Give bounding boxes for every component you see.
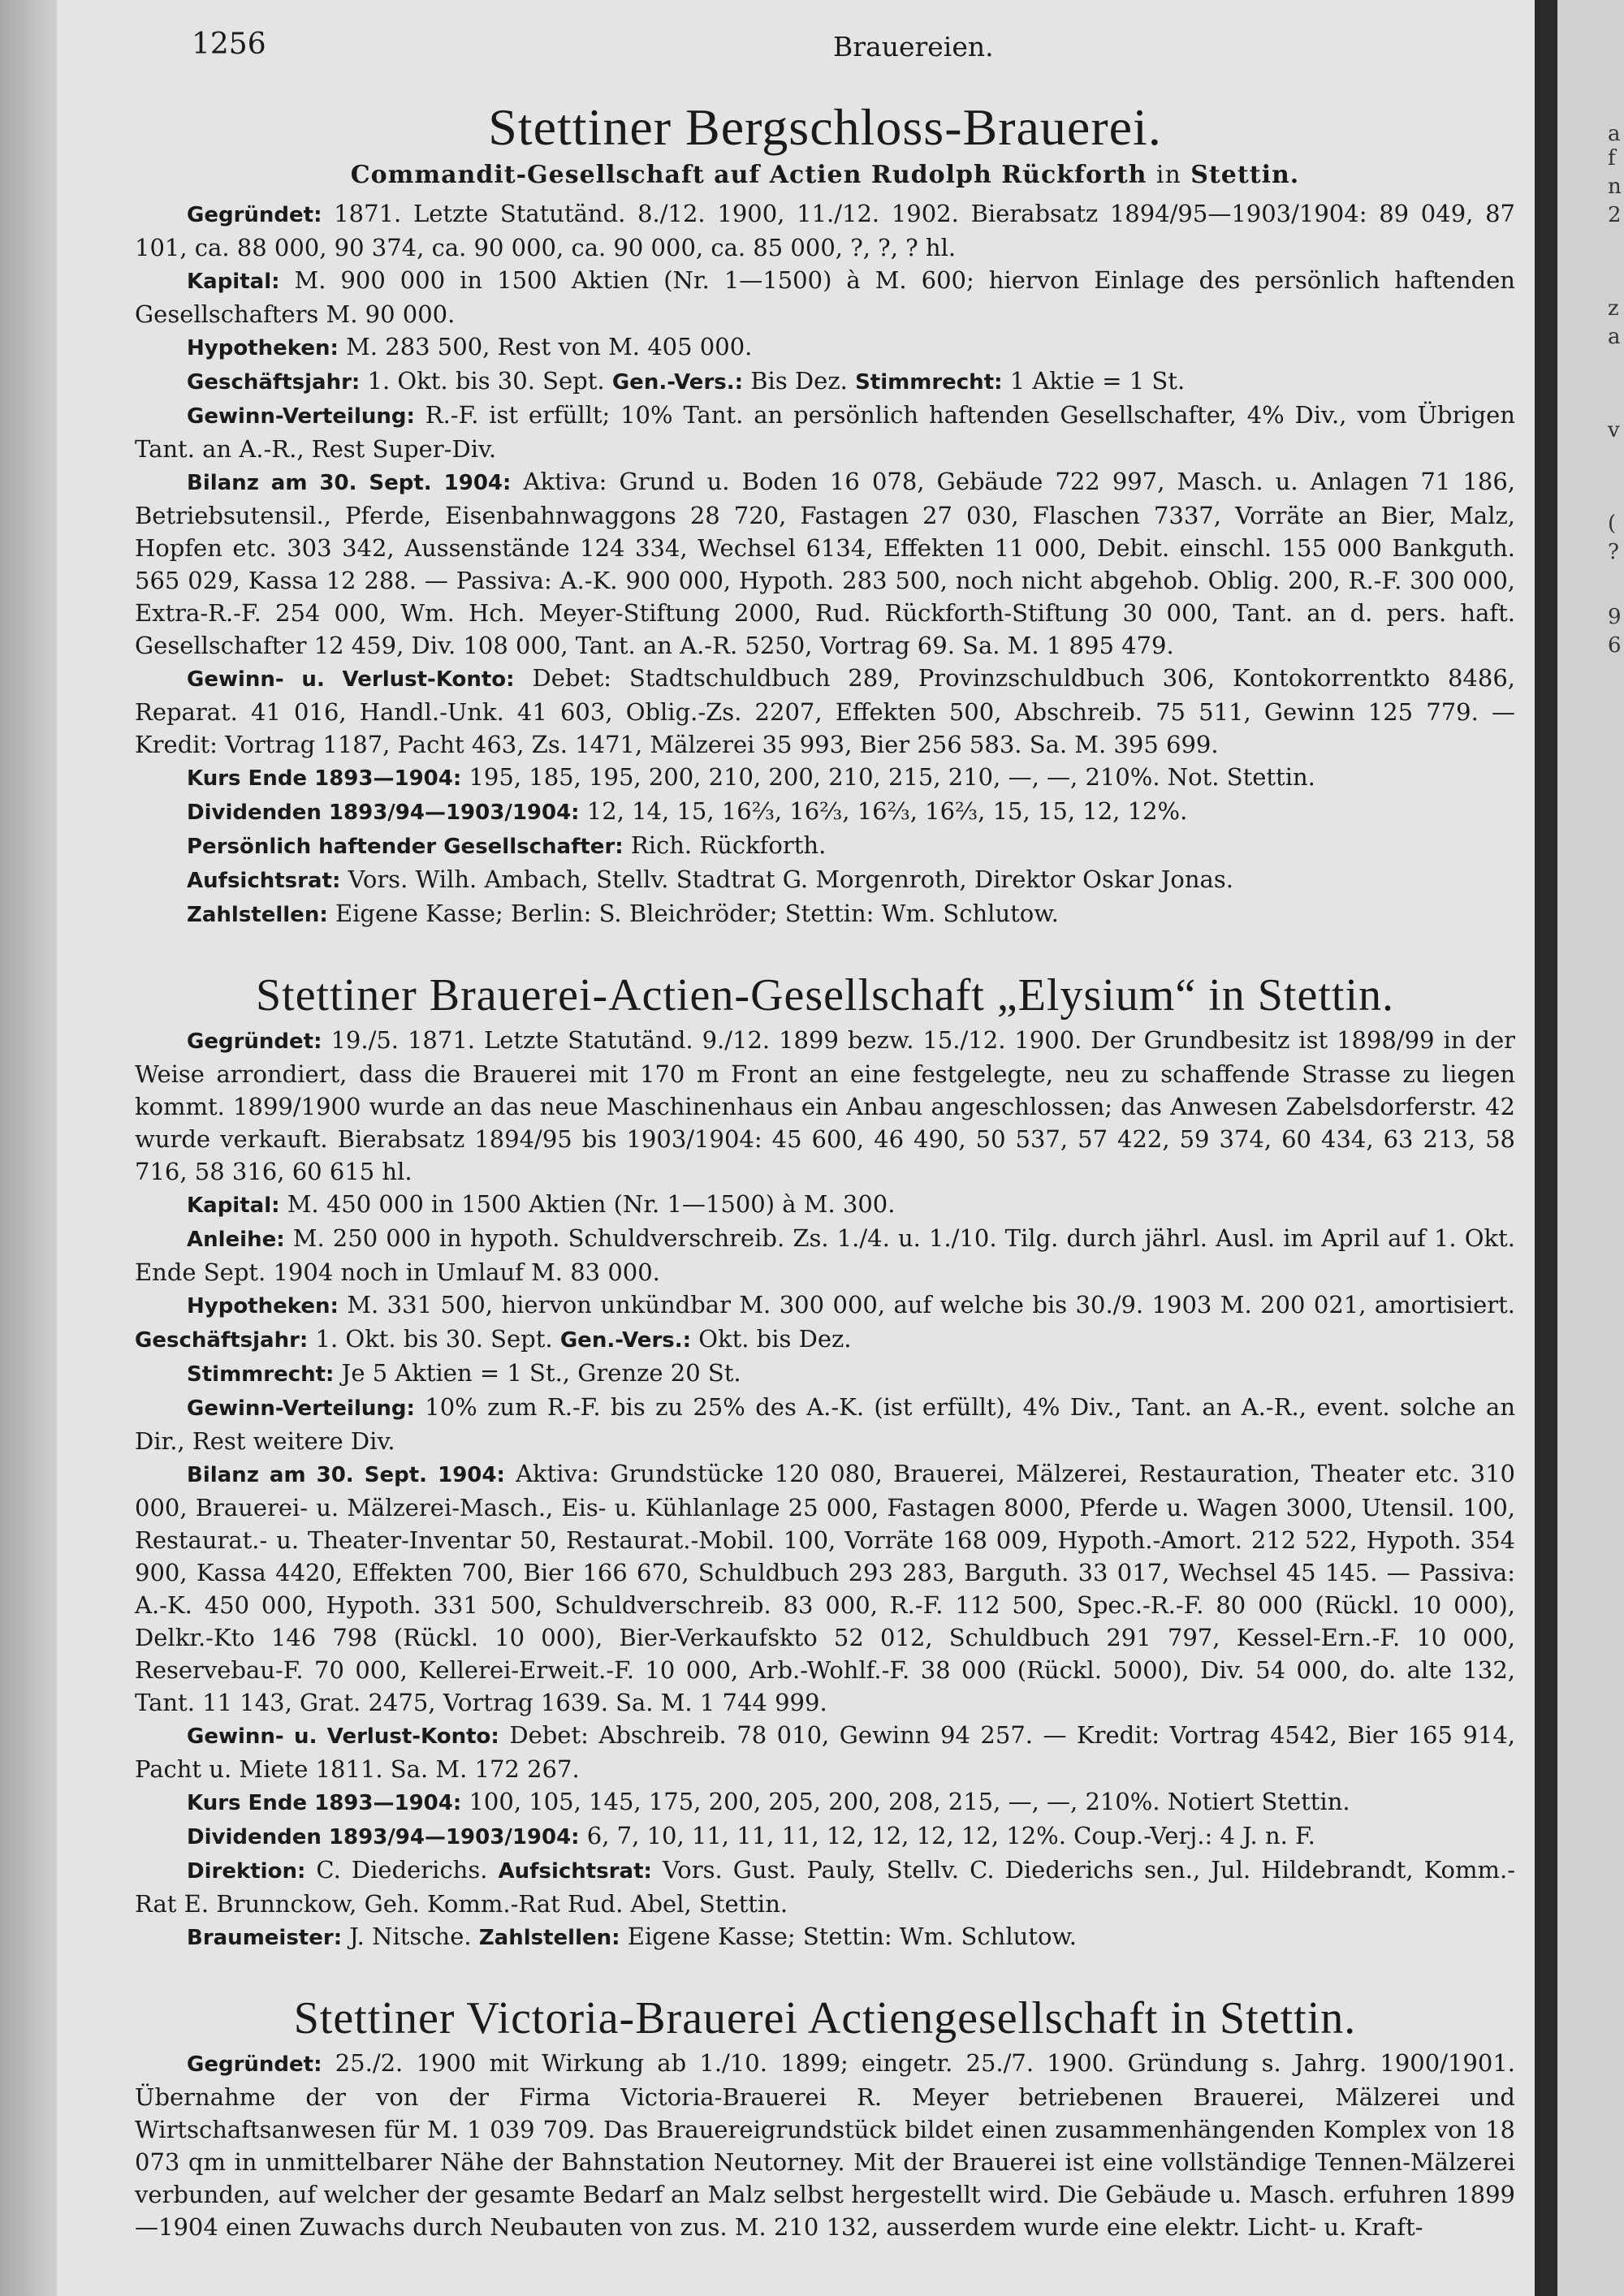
entry-label: Hypotheken: [187,336,339,360]
entry-text: Aktiva: Grundstücke 120 080, Brauerei, Mälzerei, Restauration, Theater etc. 310 000, Brauerei- u. Mälzerei-Masch., Eis- u. Kühlanlage 25 000, Fastagen 8000, Pferde u. Wagen 3000, Utensil. 100, Restaurat.- u. Theater-Inventar 50, Restaurat.-Mobil. 100, Vorräte 168 009, Hypoth.-Amort. 212 522, Hypoth. 354 900, Kassa 4420, Effekten 700, Bier 166 670, Schuldbuch 293 283, Barguth. 33 017, Wechsel 45 145. — Passiva: A.-K. 450 000, Hypoth. 331 500, Schuldverschreib. 83 000, R.-F. 112 500, Spec.-R.-F. 80 000 (Rückl. 10 000), Delkr.-Kto 146 798 (Rückl. 10 000), Bier-Verkaufskto 52 012, Schuldbuch 291 797, Kessel-Ern.-F. 10 000, Reservebau-F. 70 000, Kellerei-Erweit.-F. 10 000, Arb.-Wohlf.-F. 38 000 (Rückl. 5000), Div. 54 000, do. alte 132, Tant. 11 143, Grat. 2475, Vortrag 1639. Sa. M. 1 744 999. [135,1460,1515,1716]
entry-text: Je 5 Aktien = 1 St., Grenze 20 St. [334,1359,741,1387]
entry-gewinn-verlust [135,1719,1515,1785]
entry-kapital [135,264,1515,330]
entry-gegruendet [135,1024,1515,1188]
entry-label: Braumeister: [187,1926,343,1950]
running-title: Brauereien. [833,31,994,63]
entry-label: Bilanz am 30. Sept. 1904: [187,1463,505,1487]
section-title: Stettiner Brauerei-Actien-Gesellschaft „Elysium“ in Stettin. [255,970,1395,1021]
entry-label: Hypotheken: [187,1294,339,1318]
subtitle-company: Commandit-Gesellschaft auf Actien Rudolph Rückforth [350,161,1147,189]
fragment: ( [1608,511,1617,536]
entry-aufsichtsrat [135,863,1515,897]
entry-text: 1. Okt. bis 30. Sept. [308,1325,560,1353]
scan-left-edge [0,0,57,2296]
entry-text: Eigene Kasse; Berlin: S. Bleichröder; Stettin: Wm. Schlutow. [327,900,1059,927]
entry-label: Persönlich haftender Gesellschafter: [187,835,624,859]
entry-label: Kurs Ende 1893—1904: [187,1791,462,1815]
entry-text: Bis Dez. [743,367,856,395]
entry-zahlstellen [135,897,1515,931]
entry-kurs [135,761,1515,795]
entry-bilanz [135,1457,1515,1719]
entry-text: 195, 185, 195, 200, 210, 200, 210, 215, 210, —, —, 210%. Not. Stettin. [461,763,1315,791]
entry-text: M. 331 500, hiervon unkündbar M. 300 000, auf welche bis 30./9. 1903 M. 200 021, amortisiert. [338,1291,1515,1318]
entry-braumeister [135,1920,1515,1954]
running-header [192,28,1535,63]
entry-text: Aktiva: Grund u. Boden 16 078, Gebäude 722 997, Masch. u. Anlagen 71 186, Betriebsutensil., Pferde, Eisenbahnwaggons 28 720, Fastagen 27 030, Flaschen 7337, Vorräte an Bier, Malz, Hopfen etc. 303 342, Aussenstände 124 334, Wechsel 6134, Effekten 11 000, Debit. einschl. 155 000 Bankguth. 565 029, Kassa 12 288. — Passiva: A.-K. 900 000, Hypoth. 283 500, noch nicht abgehob. Oblig. 200, R.-F. 300 000, Extra-R.-F. 254 000, Wm. Hch. Meyer-Stiftung 2000, Rud. Rückforth-Stiftung 30 000, Tant. an d. pers. haft. Gesellschafter 12 459, Div. 108 000, Tant. an A.-R. 5250, Vortrag 69. Sa. M. 1 895 479. [135,468,1515,659]
entry-label: Aufsichtsrat: [498,1859,652,1884]
adjacent-page-edge [1557,0,1624,2296]
entry-label: Gen.-Vers.: [611,370,744,395]
entry-label: Direktion: [187,1859,306,1884]
entry-text: 100, 105, 145, 175, 200, 205, 200, 208, 215, —, —, 210%. Notiert Stettin. [461,1788,1350,1815]
entry-label: Kapital: [187,1193,280,1218]
section-title: Stettiner Victoria-Brauerei Actiengesellschaft in Stettin. [293,1993,1357,2044]
entry-text: Okt. bis Dez. [691,1325,852,1353]
entry-haftender-gesellschafter [135,829,1515,863]
entry-text: 10% zum R.-F. bis zu 25% des A.-K. (ist erfüllt), 4% Div., Tant. an A.-R., event. solche an Dir., Rest weitere Div. [135,1393,1515,1455]
entry-label: Gewinn- u. Verlust-Konto: [187,1724,499,1749]
entry-text: M. 450 000 in 1500 Aktien (Nr. 1—1500) à M. 300. [279,1190,896,1218]
fragment: a [1608,122,1621,146]
subtitle-in: in [1155,161,1181,189]
entry-text: 6, 7, 10, 11, 11, 11, 12, 12, 12, 12, 12%. Coup.-Verj.: 4 J. n. F. [579,1822,1315,1849]
entry-dividenden [135,1819,1515,1854]
fragment: ? [1608,540,1619,564]
entry-label: Kapital: [187,270,280,294]
entry-text: Vors. Wilh. Ambach, Stellv. Stadtrat G. Morgenroth, Direktor Oskar Jonas. [340,865,1233,893]
entry-label: Aufsichtsrat: [187,869,341,893]
entry-stimmrecht [135,1357,1515,1391]
entry-hypotheken [135,1288,1515,1357]
entry-kurs [135,1785,1515,1819]
subtitle-place: Stettin. [1190,161,1300,189]
page-content [135,97,1515,2279]
entry-label: Geschäftsjahr: [187,370,361,395]
entry-label: Anleihe: [187,1228,285,1252]
entry-text: 1. Okt. bis 30. Sept. [360,367,612,395]
fragment: n [1608,175,1622,199]
entry-label: Gewinn-Verteilung: [187,404,415,429]
section-subtitle [135,161,1515,189]
entry-label: Stimmrecht: [187,1362,335,1387]
entry-text: Debet: Abschreib. 78 010, Gewinn 94 257. — Kredit: Vortrag 4542, Bier 165 914, Pacht u. Miete 1811. Sa. M. 172 267. [135,1721,1516,1783]
entry-kapital [135,1188,1515,1222]
entry-text: Debet: Stadtschuldbuch 289, Provinzschuldbuch 306, Kontokorrentkto 8486, Reparat. 41 016, Handl.-Unk. 41 603, Oblig.-Zs. 2207, Effekten 500, Abschreib. 75 511, Gewinn 125 779. — Kredit: Vortrag 1187, Pacht 463, Zs. 1471, Mälzerei 35 993, Bier 256 583. Sa. M. 395 699. [135,664,1516,758]
entry-gegruendet [135,2047,1515,2243]
entry-gewinn-verteilung [135,1391,1515,1457]
entry-anleihe [135,1222,1515,1288]
entry-text: M. 900 000 in 1500 Aktien (Nr. 1—1500) à M. 600; hiervon Einlage des persönlich haftenden Gesellschafters M. 90 000. [135,266,1515,328]
entry-gewinn-verlust [135,662,1515,761]
entry-label: Bilanz am 30. Sept. 1904: [187,471,512,495]
section-victoria [135,1990,1515,2243]
entry-text: Eigene Kasse; Stettin: Wm. Schlutow. [620,1923,1078,1950]
entry-text: 12, 14, 15, 16⅔, 16⅔, 16⅔, 16⅔, 15, 15, 12, 12%. [579,797,1188,825]
entry-text: C. Diederichs. [305,1856,499,1884]
entry-text: J. Nitsche. [342,1923,479,1950]
page-gutter [1535,0,1557,2296]
entry-geschaeftsjahr [135,365,1515,399]
entry-label: Zahlstellen: [478,1926,620,1950]
section-title: Stettiner Bergschloss-Brauerei. [488,98,1162,156]
entry-text: M. 250 000 in hypoth. Schuldverschreib. Zs. 1./4. u. 1./10. Tilg. durch jährl. Ausl. im April auf 1. Okt. Ende Sept. 1904 noch in Umlauf M. 83 000. [135,1224,1515,1286]
entry-gegruendet [135,197,1515,264]
entry-text: 25./2. 1900 mit Wirkung ab 1./10. 1899; eingetr. 25./7. 1900. Gründung s. Jahrg. 1900/1901. Übernahme der von der Firma Victoria-Brauerei R. Meyer betriebenen Brauerei, Mälzerei und Wirtschaftsanwesen für M. 1 039 709. Das Brauereigrundstück bildet einen zusammenhängenden Komplex von 18 073 qm in unmittelbarer Nähe der Bahnstation Neutorney. Mit der Brauerei ist eine vollständige Tennen-Mälzerei verbunden, auf welcher der gesamte Bedarf an Malz selbst hergestellt wird. Die Gebäude u. Masch. erfuhren 1899—1904 einen Zuwachs durch Neubauten von zus. M. 210 132, ausserdem wurde eine elektr. Licht- u. Kraft- [135,2049,1515,2241]
entry-label: Zahlstellen: [187,903,328,927]
fragment: a [1608,325,1621,349]
entry-text: R.-F. ist erfüllt; 10% Tant. an persönlich haftenden Gesellschafter, 4% Div., vom Übrigen Tant. an A.-R., Rest Super-Div. [135,401,1515,463]
entry-text: 19./5. 1871. Letzte Statutänd. 9./12. 1899 bezw. 15./12. 1900. Der Grundbesitz ist 1898/99 in der Weise arrondiert, dass die Brauerei mit 170 m Front an eine festgelegte, neu zu schaffende Strasse zu liegen kommt. 1899/1900 wurde an das neue Maschinenhaus ein Anbau angeschlossen; das Anwesen Zabelsdorferstr. 42 wurde verkauft. Bierabsatz 1894/95 bis 1903/1904: 45 600, 46 490, 50 537, 57 422, 59 374, 60 434, 63 213, 58 716, 58 316, 60 615 hl. [135,1026,1515,1185]
entry-text: M. 283 500, Rest von M. 405 000. [338,333,753,360]
fragment: 6 [1608,633,1622,658]
entry-label: Gegründet: [187,2052,322,2077]
fragment: v [1608,418,1620,442]
entry-gewinn-verteilung [135,399,1515,465]
entry-label: Gegründet: [187,203,322,227]
entry-text: Rich. Rückforth. [623,831,827,859]
entry-text: Vors. Gust. Pauly, Stellv. C. Diederichs sen., Jul. Hildebrandt, Komm.-Rat E. Brunnckow, Geh. Komm.-Rat Rud. Abel, Stettin. [135,1856,1516,1918]
entry-text: 1871. Letzte Statutänd. 8./12. 1900, 11./12. 1902. Bierabsatz 1894/95—1903/1904: 89 049, 87 101, ca. 88 000, 90 374, ca. 90 000, ca. 90 000, ca. 85 000, ?, ?, ? hl. [135,200,1515,261]
entry-label: Gegründet: [187,1029,322,1054]
entry-text: 1 Aktie = 1 St. [1002,367,1186,395]
entry-label: Geschäftsjahr: [135,1328,309,1353]
entry-label: Kurs Ende 1893—1904: [187,766,462,791]
fragment: z [1608,296,1619,321]
section-bergschloss [135,97,1515,931]
fragment: 2 [1608,203,1622,227]
fragment: f [1608,146,1616,170]
entry-hypotheken [135,330,1515,365]
entry-label: Gewinn- u. Verlust-Konto: [187,667,515,692]
entry-label: Dividenden 1893/94—1903/1904: [187,1825,580,1849]
entry-dividenden [135,795,1515,829]
entry-bilanz [135,465,1515,662]
page-number: 1256 [192,28,266,61]
entry-direktion [135,1854,1515,1920]
entry-label: Gen.-Vers.: [559,1328,692,1353]
section-elysium [135,967,1515,1954]
entry-label: Gewinn-Verteilung: [187,1396,415,1421]
entry-label: Stimmrecht: [855,370,1003,395]
entry-label: Dividenden 1893/94—1903/1904: [187,801,580,825]
fragment: 9 [1608,605,1622,629]
